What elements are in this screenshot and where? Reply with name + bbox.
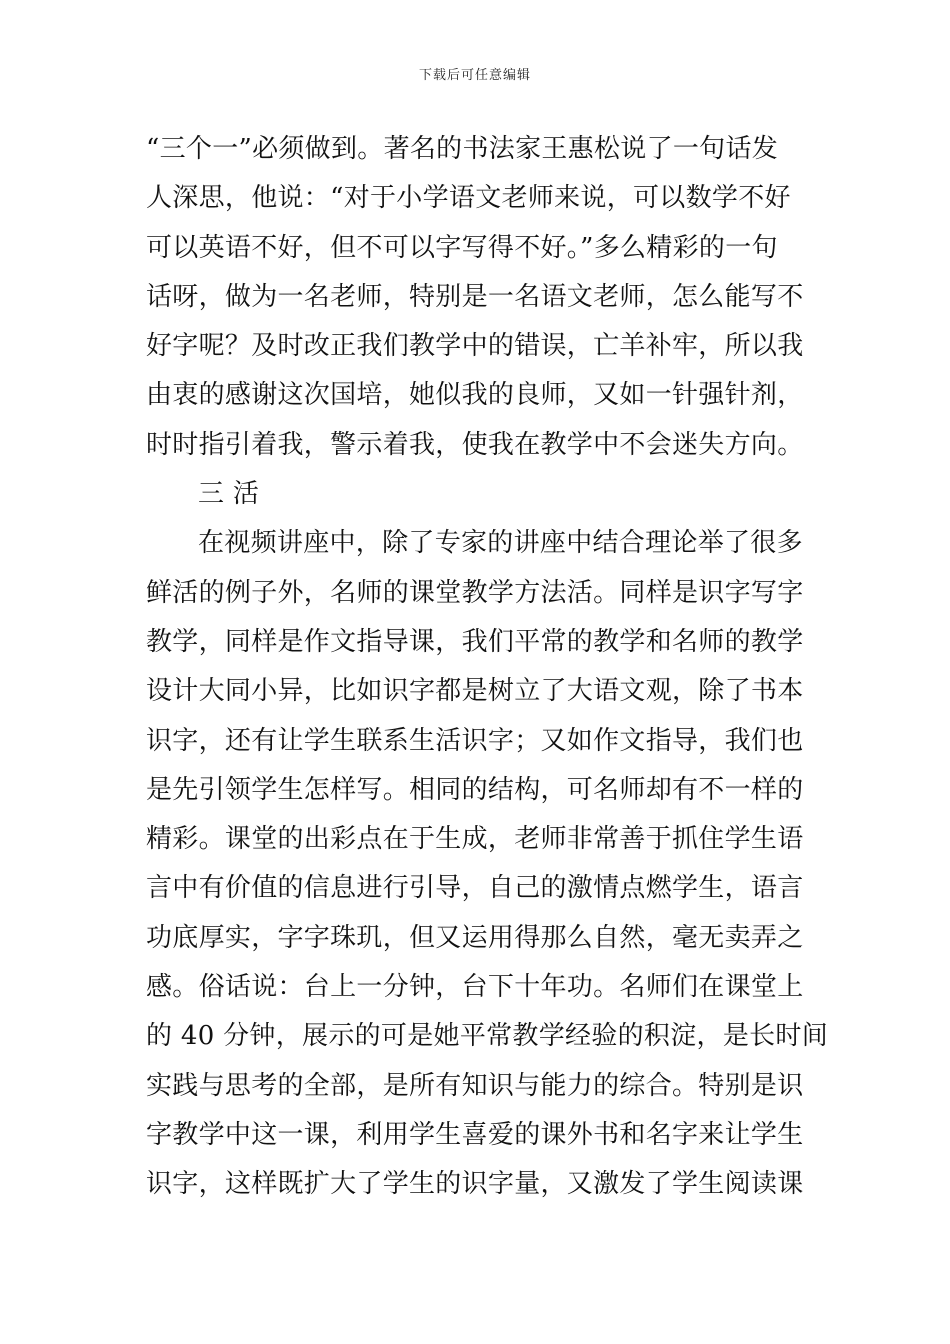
text-line: 教学，同样是作文指导课，我们平常的教学和名师的教学 [146, 626, 804, 657]
section-heading: 三 活 [198, 479, 260, 510]
paragraph-first-line: 在视频讲座中，除了专家的讲座中结合理论举了很多 [198, 528, 803, 559]
text-line: 识字，这样既扩大了学生的识字量，又激发了学生阅读课 [146, 1169, 804, 1200]
text-line: 由衷的感谢这次国培，她似我的良师，又如一针强针剂， [146, 380, 804, 411]
text-line: 识字，还有让学生联系生活识字；又如作文指导，我们也 [146, 725, 804, 756]
text-line: 设计大同小异，比如识字都是树立了大语文观，除了书本 [146, 676, 804, 707]
text-line: 精彩。课堂的出彩点在于生成，老师非常善于抓住学生语 [146, 824, 804, 855]
text-line: 的 40 分钟，展示的可是她平常教学经验的积淀，是长时间 [146, 1021, 829, 1052]
text-line: 字教学中这一课，利用学生喜爱的课外书和名字来让学生 [146, 1119, 804, 1150]
text-line: 时时指引着我，警示着我，使我在教学中不会迷失方向。 [146, 429, 804, 460]
text-line: 话呀，做为一名老师，特别是一名语文老师，怎么能写不 [146, 281, 804, 312]
text-line: 是先引领学生怎样写。相同的结构，可名师却有不一样的 [146, 774, 804, 805]
text-line: 感。俗话说：台上一分钟，台下十年功。名师们在课堂上 [146, 972, 804, 1003]
text-line: “三个一”必须做到。著名的书法家王惠松说了一句话发 [146, 134, 779, 164]
text-line: 功底厚实，字字珠玑，但又运用得那么自然，毫无卖弄之 [146, 922, 804, 953]
page-header: 下载后可任意编辑 [418, 68, 531, 83]
text-line: 好字呢？及时改正我们教学中的错误，亡羊补牢，所以我 [146, 331, 804, 362]
text-line: 人深思，他说：“对于小学语文老师来说，可以数学不好 [146, 183, 791, 214]
text-line: 可以英语不好，但不可以字写得不好。”多么精彩的一句 [146, 232, 778, 263]
document-body [146, 125, 829, 1210]
text-line: 实践与思考的全部，是所有知识与能力的综合。特别是识 [146, 1070, 804, 1101]
text-line: 言中有价值的信息进行引导，自己的激情点燃学生，语言 [146, 873, 804, 904]
text-line: 鲜活的例子外，名师的课堂教学方法活。同样是识字写字 [146, 577, 804, 608]
